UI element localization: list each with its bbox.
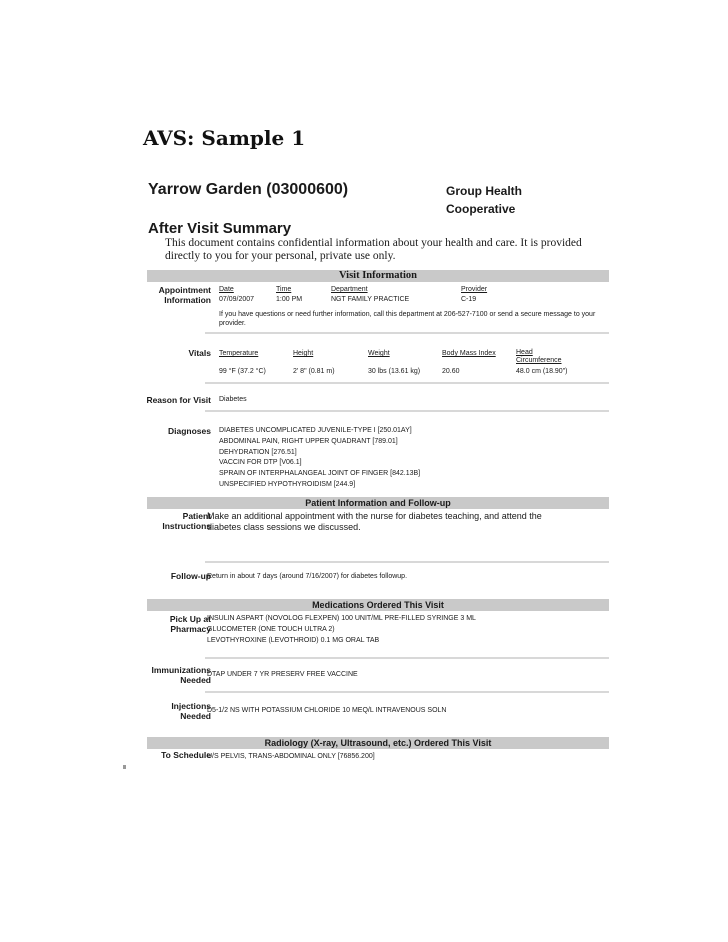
list-item: DEHYDRATION [276.51] — [219, 448, 297, 456]
follow-up-text: Return in about 7 days (around 7/16/2007) for diabetes followup. — [207, 573, 408, 580]
col-bmi: Body Mass Index — [442, 350, 496, 357]
injections-needed-label: Injections Needed — [171, 701, 211, 721]
col-time: Time — [276, 286, 292, 293]
radiology-bar: Radiology (X-ray, Ultrasound, etc.) Ordered This Visit — [147, 737, 609, 749]
appointment-label: Appointment Information — [158, 285, 211, 305]
patient-information-bar: Patient Information and Follow-up — [147, 497, 609, 509]
document-title: After Visit Summary — [148, 220, 292, 237]
follow-up-label: Follow-up — [170, 571, 211, 581]
divider — [205, 561, 609, 563]
immunizations-needed-text: DTAP UNDER 7 YR PRESERV FREE VACCINE — [207, 671, 358, 678]
patient-name: Yarrow Garden (03000600) — [148, 181, 349, 198]
appointment-time: 1:00 PM — [276, 296, 303, 303]
appointment-provider: C-19 — [461, 296, 477, 303]
vital-head-circumference: 48.0 cm (18.90") — [516, 368, 568, 375]
list-item: SPRAIN OF INTERPHALANGEAL JOINT OF FINGER [842.13B] — [219, 470, 421, 478]
pharmacy-items — [207, 614, 476, 646]
appointment-date: 07/09/2007 — [219, 296, 255, 303]
page-heading: AVS: Sample 1 — [143, 126, 306, 150]
after-visit-summary-document — [123, 175, 609, 769]
to-schedule-text: U/S PELVIS, TRANS-ABDOMINAL ONLY [76856.200] — [207, 753, 375, 760]
divider — [205, 691, 609, 693]
divider — [205, 332, 609, 334]
col-head-circumference: Head Circumference — [516, 349, 562, 364]
vital-temperature: 99 °F (37.2 °C) — [219, 368, 266, 375]
divider — [123, 765, 126, 769]
reason-for-visit-value: Diabetes — [219, 396, 247, 403]
list-item: INSULIN ASPART (NOVOLOG FLEXPEN) 100 UNIT/ML PRE-FILLED SYRINGE 3 ML — [207, 615, 476, 622]
immunizations-needed-label: Immunizations Needed — [151, 665, 211, 685]
col-height: Height — [293, 350, 314, 357]
medications-bar: Medications Ordered This Visit — [147, 599, 609, 611]
confidentiality-notice: This document contains confidential information about your health and care. It is provided directly to you for your personal, private use only. — [165, 237, 582, 262]
col-temperature: Temperature — [219, 350, 259, 357]
pick-up-at-pharmacy-label: Pick Up at Pharmacy — [169, 614, 211, 634]
patient-instructions-label: Patient Instructions — [162, 511, 211, 531]
org-name-line1: Group Health — [446, 184, 523, 198]
divider — [205, 410, 609, 412]
divider — [205, 657, 609, 659]
vitals-label: Vitals — [188, 348, 211, 358]
list-item: VACCIN FOR DTP [V06.1] — [219, 459, 302, 467]
list-item: LEVOTHYROXINE (LEVOTHROID) 0.1 MG ORAL TAB — [207, 636, 380, 644]
vital-weight: 30 lbs (13.61 kg) — [368, 368, 421, 375]
list-item: UNSPECIFIED HYPOTHYROIDISM [244.9] — [219, 480, 356, 488]
patient-instructions-text: Make an additional appointment with the nurse for diabetes teaching, and attend the diabetes class sessions we discussed. — [207, 511, 542, 532]
reason-for-visit-label: Reason for Visit — [146, 395, 211, 405]
diagnoses-label: Diagnoses — [168, 426, 211, 436]
col-weight: Weight — [368, 350, 390, 357]
col-department: Department — [331, 286, 368, 293]
appointment-department: NGT FAMILY PRACTICE — [331, 296, 410, 303]
vital-height: 2' 8" (0.81 m) — [293, 368, 335, 375]
col-date: Date — [219, 286, 234, 293]
appointment-contact-note: If you have questions or need further information, call this department at 206-527-7100 or send a secure message to your provider. — [219, 311, 596, 327]
to-schedule-label: To Schedule — [161, 750, 211, 760]
visit-information-bar: Visit Information — [147, 270, 609, 282]
org-name-line2: Cooperative — [446, 202, 516, 216]
diagnoses-list — [219, 426, 420, 491]
divider — [205, 382, 609, 384]
list-item: GLUCOMETER (ONE TOUCH ULTRA 2) — [207, 625, 335, 633]
list-item: ABDOMINAL PAIN, RIGHT UPPER QUADRANT [789.01] — [219, 437, 398, 445]
list-item: DIABETES UNCOMPLICATED JUVENILE-TYPE I [250.01AY] — [219, 427, 412, 434]
vital-bmi: 20.60 — [442, 368, 460, 375]
col-provider: Provider — [461, 286, 488, 293]
injections-needed-text: D5-1/2 NS WITH POTASSIUM CHLORIDE 10 MEQ/L INTRAVENOUS SOLN — [207, 707, 447, 714]
